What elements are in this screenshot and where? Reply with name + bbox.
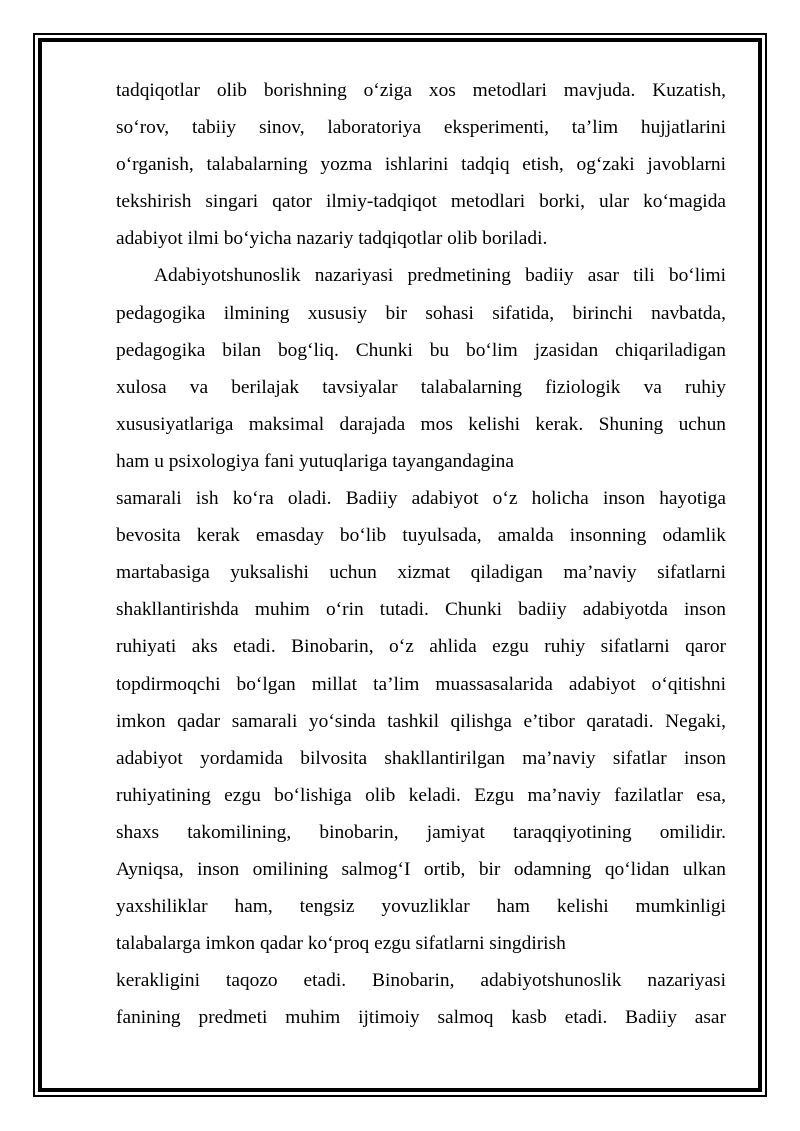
text-line: samarali ish ko‘ra oladi. Badiiy adabiyot o‘z holicha inson hayotiga (116, 488, 726, 510)
text-line: xususiyatlariga maksimal darajada mos kelishi kerak. Shuning uchun (116, 413, 726, 435)
text-line: kerakligini taqozo etadi. Binobarin, adabiyotshunoslik nazariyasi (116, 970, 726, 992)
text-line: ruhiyati aks etadi. Binobarin, o‘z ahlida ezgu ruhiy sifatlarni qaror (116, 636, 726, 658)
text-line: shaxs takomilining, binobarin, jamiyat taraqqiyotining omilidir. (116, 821, 726, 843)
text-line: so‘rov, tabiiy sinov, laboratoriya eksperimenti, ta’lim hujjatlarini (116, 117, 726, 139)
text-line: shakllantirishda muhim o‘rin tutadi. Chunki badiiy adabiyotda inson (116, 599, 726, 621)
text-line: pedagogika bilan bog‘liq. Chunki bu bo‘lim jzasidan chiqariladigan (116, 339, 726, 361)
text-line: o‘rganish, talabalarning yozma ishlarini tadqiq etish, og‘zaki javoblarni (116, 154, 726, 176)
text-line: bevosita kerak emasday bo‘lib tuyulsada, amalda insonning odamlik (116, 525, 726, 547)
paragraph-first-line: Adabiyotshunoslik nazariyasi predmetining badiiy asar tili bo‘limi (154, 265, 726, 287)
text-line: pedagogika ilmining xususiy bir sohasi sifatida, birinchi navbatda, (116, 302, 726, 324)
text-line: martabasiga yuksalishi uchun xizmat qiladigan ma’naviy sifatlarni (116, 562, 726, 584)
document-body (116, 72, 726, 1036)
text-line: ham u psixologiya fani yutuqlariga tayangandagina (116, 450, 514, 472)
text-line: yaxshiliklar ham, tengsiz yovuzliklar ham kelishi mumkinligi (116, 896, 726, 918)
text-line: tadqiqotlar olib borishning o‘ziga xos metodlari mavjuda. Kuzatish, (116, 80, 726, 101)
text-line: imkon qadar samarali yo‘sinda tashkil qilishga e’tibor qaratadi. Negaki, (116, 710, 726, 732)
text-line: talabalarga imkon qadar ko‘proq ezgu sifatlarni singdirish (116, 933, 566, 955)
text-line: topdirmoqchi bo‘lgan millat ta’lim muassasalarida adabiyot o‘qitishni (116, 673, 726, 695)
text-line: xulosa va berilajak tavsiyalar talabalarning fiziologik va ruhiy (116, 376, 726, 398)
text-line: adabiyot ilmi bo‘yicha nazariy tadqiqotlar olib boriladi. (116, 228, 548, 250)
text-line: fanining predmeti muhim ijtimoiy salmoq kasb etadi. Badiiy asar (116, 1007, 726, 1029)
text-line: adabiyot yordamida bilvosita shakllantirilgan ma’naviy sifatlar inson (116, 747, 726, 769)
text-line: tekshirish singari qator ilmiy-tadqiqot metodlari borki, ular ko‘magida (116, 191, 726, 213)
text-line: ruhiyatining ezgu bo‘lishiga olib keladi. Ezgu ma’naviy fazilatlar esa, (116, 784, 726, 806)
text-line: Ayniqsa, inson omilining salmog‘I ortib, bir odamning qo‘lidan ulkan (116, 858, 726, 880)
